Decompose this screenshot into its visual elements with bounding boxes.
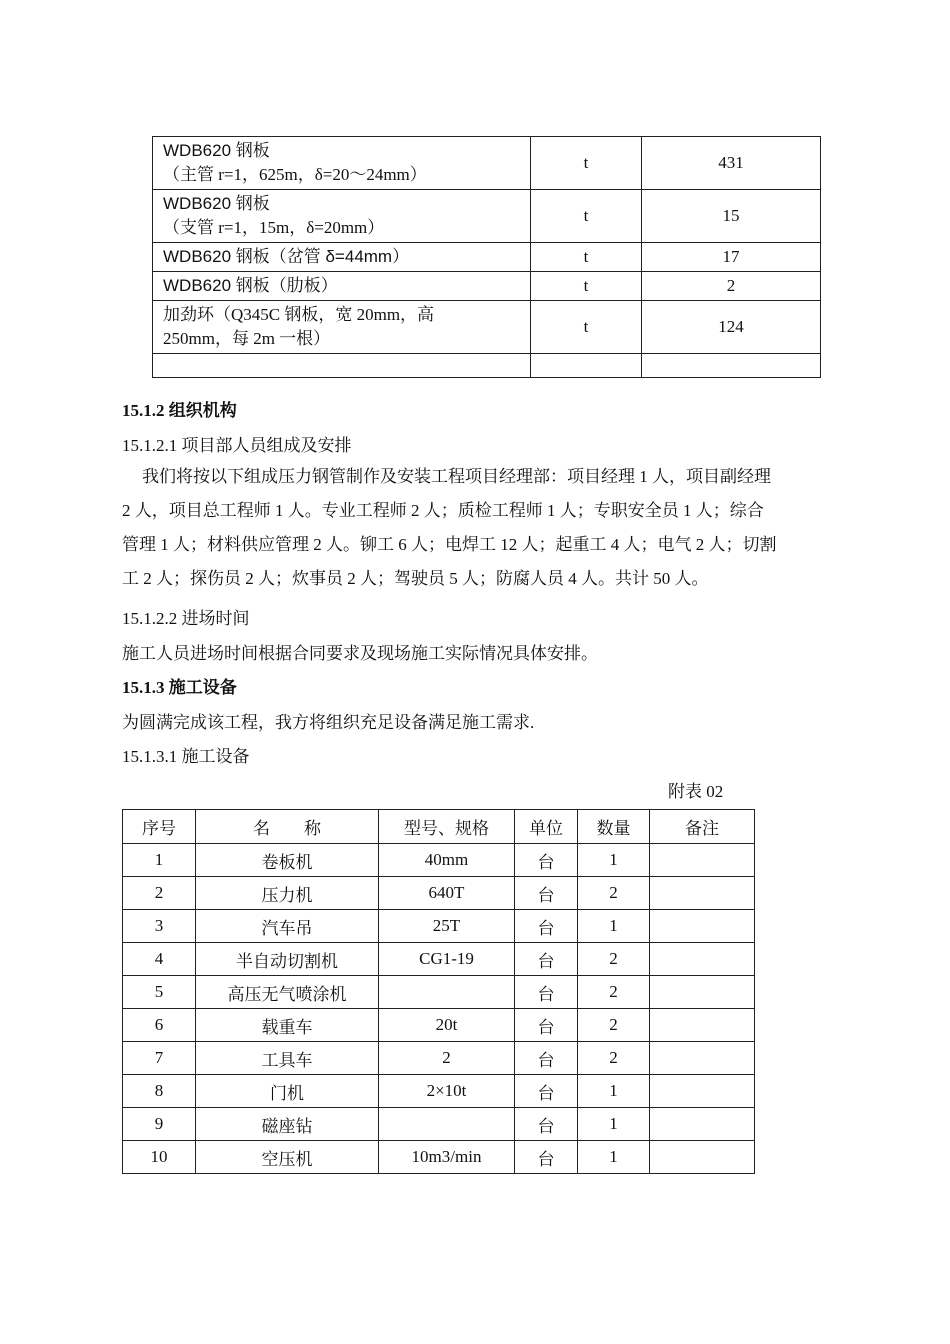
material-name-line1: WDB620 钢板 xyxy=(163,194,270,213)
header-cell-name: 名 称 xyxy=(196,810,379,844)
header-cell-qty: 数量 xyxy=(578,810,650,844)
table-header-row xyxy=(123,810,755,844)
material-unit: t xyxy=(531,301,642,354)
material-name-line2: 250mm，每 2m 一根） xyxy=(163,329,331,348)
table-caption: 附表 02 xyxy=(668,782,724,801)
table-row xyxy=(153,301,821,354)
material-name-line1: 加劲环（Q345C 钢板，宽 20mm，高 xyxy=(163,305,435,324)
table-row xyxy=(123,1009,755,1042)
material-name-line2: （支管 r=1，15m，δ=20mm） xyxy=(163,218,385,237)
header-cell-unit: 单位 xyxy=(515,810,578,844)
cell-name: 压力机 xyxy=(196,877,379,910)
material-unit: t xyxy=(531,137,642,190)
paragraph-line: 工 2 人；探伤员 2 人；炊事员 2 人；驾驶员 5 人；防腐人员 4 人。共计 50 人。 xyxy=(122,569,709,588)
cell-name: 空压机 xyxy=(196,1141,379,1174)
cell-remark xyxy=(650,1141,755,1174)
cell-model: 25T xyxy=(379,910,515,943)
material-qty: 431 xyxy=(642,137,821,190)
cell-model: 2 xyxy=(379,1042,515,1075)
cell-qty: 2 xyxy=(578,877,650,910)
section-heading-15-1-2: 15.1.2 组织机构 xyxy=(122,401,237,420)
cell-index: 7 xyxy=(123,1042,196,1075)
arrival-paragraph: 施工人员进场时间根据合同要求及现场施工实际情况具体安排。 xyxy=(122,644,598,663)
cell-model xyxy=(379,1108,515,1141)
cell-index: 3 xyxy=(123,910,196,943)
material-unit: t xyxy=(531,272,642,301)
subsection-heading-15-1-2-2: 15.1.2.2 进场时间 xyxy=(122,609,250,628)
cell-index: 10 xyxy=(123,1141,196,1174)
cell-index: 4 xyxy=(123,943,196,976)
cell-index: 6 xyxy=(123,1009,196,1042)
cell-qty: 2 xyxy=(578,1009,650,1042)
cell-unit: 台 xyxy=(515,976,578,1009)
table-row xyxy=(153,243,821,272)
cell-model: CG1-19 xyxy=(379,943,515,976)
table-row xyxy=(123,1042,755,1075)
equipment-table xyxy=(122,809,755,1174)
cell-qty: 1 xyxy=(578,1141,650,1174)
header-cell-index: 序号 xyxy=(123,810,196,844)
cell-name: 磁座钻 xyxy=(196,1108,379,1141)
cell-remark xyxy=(650,844,755,877)
empty-cell xyxy=(531,354,642,378)
cell-unit: 台 xyxy=(515,877,578,910)
paragraph-line: 我们将按以下组成压力钢管制作及安装工程项目经理部：项目经理 1 人，项目副经理 xyxy=(142,467,771,486)
cell-model xyxy=(379,976,515,1009)
cell-qty: 2 xyxy=(578,976,650,1009)
material-unit: t xyxy=(531,190,642,243)
cell-unit: 台 xyxy=(515,1141,578,1174)
table-row xyxy=(123,877,755,910)
staffing-paragraph xyxy=(122,460,850,596)
cell-remark xyxy=(650,976,755,1009)
material-name xyxy=(153,137,531,190)
subsection-heading-15-1-2-1: 15.1.2.1 项目部人员组成及安排 xyxy=(122,436,352,455)
cell-model: 20t xyxy=(379,1009,515,1042)
cell-name: 门机 xyxy=(196,1075,379,1108)
cell-name: 卷板机 xyxy=(196,844,379,877)
material-name: WDB620 钢板（岔管 δ=44mm） xyxy=(153,243,531,272)
material-qty: 2 xyxy=(642,272,821,301)
material-name xyxy=(153,190,531,243)
equipment-intro-paragraph: 为圆满完成该工程，我方将组织充足设备满足施工需求. xyxy=(122,713,535,732)
cell-qty: 1 xyxy=(578,910,650,943)
table-row xyxy=(153,272,821,301)
section-heading-15-1-3: 15.1.3 施工设备 xyxy=(122,678,237,697)
cell-model: 40mm xyxy=(379,844,515,877)
cell-model: 640T xyxy=(379,877,515,910)
cell-unit: 台 xyxy=(515,943,578,976)
cell-unit: 台 xyxy=(515,1042,578,1075)
cell-remark xyxy=(650,877,755,910)
cell-model: 10m3/min xyxy=(379,1141,515,1174)
cell-remark xyxy=(650,1075,755,1108)
cell-qty: 1 xyxy=(578,1108,650,1141)
header-cell-model: 型号、规格 xyxy=(379,810,515,844)
paragraph-line: 管理 1 人；材料供应管理 2 人。铆工 6 人；电焊工 12 人；起重工 4 人；电气 2 人；切割 xyxy=(122,535,777,554)
table-row-empty xyxy=(153,354,821,378)
material-qty: 17 xyxy=(642,243,821,272)
cell-index: 9 xyxy=(123,1108,196,1141)
cell-index: 8 xyxy=(123,1075,196,1108)
subsection-heading-15-1-3-1: 15.1.3.1 施工设备 xyxy=(122,747,250,766)
material-name-line1: WDB620 钢板 xyxy=(163,141,270,160)
cell-name: 载重车 xyxy=(196,1009,379,1042)
material-qty: 124 xyxy=(642,301,821,354)
header-cell-remark: 备注 xyxy=(650,810,755,844)
table-row xyxy=(123,976,755,1009)
cell-index: 1 xyxy=(123,844,196,877)
table-row xyxy=(153,137,821,190)
cell-remark xyxy=(650,1042,755,1075)
cell-unit: 台 xyxy=(515,910,578,943)
cell-name: 半自动切割机 xyxy=(196,943,379,976)
cell-name: 工具车 xyxy=(196,1042,379,1075)
table-row xyxy=(123,1108,755,1141)
cell-qty: 1 xyxy=(578,844,650,877)
table-row xyxy=(123,844,755,877)
cell-remark xyxy=(650,943,755,976)
cell-unit: 台 xyxy=(515,1075,578,1108)
cell-unit: 台 xyxy=(515,1108,578,1141)
cell-remark xyxy=(650,910,755,943)
cell-qty: 2 xyxy=(578,1042,650,1075)
cell-model: 2×10t xyxy=(379,1075,515,1108)
table-row xyxy=(123,1141,755,1174)
cell-qty: 1 xyxy=(578,1075,650,1108)
material-name xyxy=(153,301,531,354)
table-row xyxy=(123,943,755,976)
material-unit: t xyxy=(531,243,642,272)
material-name: WDB620 钢板（肋板） xyxy=(153,272,531,301)
table-row xyxy=(123,1075,755,1108)
material-qty: 15 xyxy=(642,190,821,243)
cell-index: 2 xyxy=(123,877,196,910)
material-name-line2: （主管 r=1，625m，δ=20～24mm） xyxy=(163,165,427,184)
table-row xyxy=(153,190,821,243)
paragraph-line: 2 人，项目总工程师 1 人。专业工程师 2 人；质检工程师 1 人；专职安全员 1 人；综合 xyxy=(122,501,764,520)
cell-remark xyxy=(650,1108,755,1141)
cell-unit: 台 xyxy=(515,844,578,877)
cell-unit: 台 xyxy=(515,1009,578,1042)
cell-remark xyxy=(650,1009,755,1042)
cell-name: 高压无气喷涂机 xyxy=(196,976,379,1009)
material-table xyxy=(152,136,821,378)
empty-cell xyxy=(153,354,531,378)
empty-cell xyxy=(642,354,821,378)
cell-index: 5 xyxy=(123,976,196,1009)
cell-name: 汽车吊 xyxy=(196,910,379,943)
cell-qty: 2 xyxy=(578,943,650,976)
table-row xyxy=(123,910,755,943)
